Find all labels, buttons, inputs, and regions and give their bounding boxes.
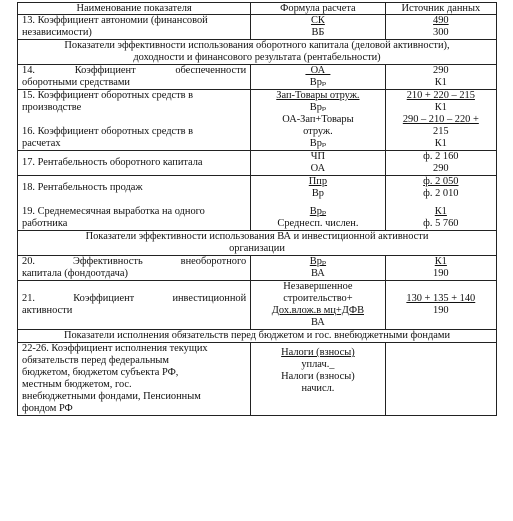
formula-denominator: ВА xyxy=(311,268,325,279)
formula-cell xyxy=(251,176,385,231)
name-line: 15. Коэффициент оборотных средств в xyxy=(22,90,194,101)
indicator-name xyxy=(18,343,251,416)
section-row xyxy=(18,40,497,65)
source-numerator: 130 + 135 + 140 xyxy=(406,293,476,304)
formula-denominator: Врₚ xyxy=(309,102,327,113)
name-line xyxy=(22,256,246,268)
name-word: инвестиционной xyxy=(172,293,247,304)
section-line: организации xyxy=(229,243,285,254)
formula-cell xyxy=(251,15,385,40)
source-denominator: ф. 5 760 xyxy=(423,218,459,229)
name-line: капитала (фондоотдача) xyxy=(22,268,128,279)
name-line: фондом РФ xyxy=(22,403,73,414)
table-row xyxy=(18,281,497,330)
name-line: 19. Среднемесячная выработка на одного xyxy=(22,206,205,217)
formula-line: Налоги (взносы) xyxy=(281,347,355,358)
name-line: 18. Рентабельность продаж xyxy=(22,182,143,193)
table-header-row xyxy=(18,3,497,15)
source-denominator: ф. 2 010 xyxy=(423,188,459,199)
table-row xyxy=(18,343,497,416)
name-line: расчетах xyxy=(22,138,61,149)
source-numerator: 290 xyxy=(433,65,449,76)
indicator-name xyxy=(18,15,251,40)
table-row xyxy=(18,15,497,40)
formula-line: ОА-Зап+Товары xyxy=(282,114,354,125)
source-cell xyxy=(385,90,496,151)
name-word: 20. xyxy=(22,256,35,267)
header-source: Источник данных xyxy=(385,3,496,15)
formula-denominator: ВБ xyxy=(311,27,325,38)
formula-numerator: Врₚ xyxy=(309,256,327,267)
section-title xyxy=(18,231,497,256)
formula-denominator: ОА xyxy=(310,163,326,174)
name-line: местным бюджетом, гос. xyxy=(22,379,132,390)
source-cell xyxy=(385,256,496,281)
name-line: 17. Рентабельность оборотного капитала xyxy=(22,157,203,168)
formula-numerator: ЧП xyxy=(310,151,326,162)
indicator-name xyxy=(18,281,251,330)
table-row xyxy=(18,65,497,90)
formula-line: начисл. xyxy=(301,383,335,394)
name-line: 16. Коэффициент оборотных средств в xyxy=(22,126,194,137)
source-denominator: К1 xyxy=(434,102,447,113)
name-line: 22-26. Коэффициент исполнения текущих xyxy=(22,343,208,354)
table-row xyxy=(18,256,497,281)
name-word: 14. xyxy=(22,65,35,76)
name-line: активности xyxy=(22,305,73,316)
formula-cell xyxy=(251,90,385,151)
name-word: Коэффициент xyxy=(74,65,136,76)
name-line: оборотными средствами xyxy=(22,77,130,88)
section-title xyxy=(18,40,497,65)
section-title xyxy=(18,330,497,343)
formula-denominator: Среднесп. числен. xyxy=(277,218,359,229)
section-line: доходности и финансового результата (рентабельности) xyxy=(133,52,381,63)
name-line: бюджетом, бюджетом субъекта РФ, xyxy=(22,367,179,378)
formula-line: Дох.влож.в мц+ДФВ xyxy=(271,305,365,316)
source-cell xyxy=(385,65,496,90)
source-cell xyxy=(385,151,496,176)
name-word: Коэффициент xyxy=(73,293,135,304)
name-line: производстве xyxy=(22,102,82,113)
formula-denominator: ВА xyxy=(311,317,325,328)
formula-line: отруж. xyxy=(303,126,333,137)
section-row xyxy=(18,231,497,256)
name-line xyxy=(22,65,246,77)
source-denominator: 190 xyxy=(433,305,449,316)
source-denominator: К1 xyxy=(434,77,447,88)
source-denominator: 300 xyxy=(433,27,449,38)
section-line: Показатели исполнения обязательств перед бюджетом и гос. внебюджетными фондами xyxy=(63,330,451,341)
formula-cell xyxy=(251,256,385,281)
name-word: внеоборотного xyxy=(180,256,247,267)
formula-cell xyxy=(251,281,385,330)
name-word: Эффективность xyxy=(72,256,143,267)
name-word: обеспеченности xyxy=(175,65,247,76)
formula-denominator: Врₚ xyxy=(309,138,327,149)
formula-line: уплач._ xyxy=(301,359,335,370)
source-denominator: К1 xyxy=(434,138,447,149)
formula-denominator: Врₚ xyxy=(309,77,327,88)
source-numerator: 210 + 220 – 215 xyxy=(406,90,475,101)
name-line: 13. Коэффициент автономии (финансовой xyxy=(22,15,208,26)
indicator-name xyxy=(18,256,251,281)
formula-numerator: Зап-Товары отруж. xyxy=(276,90,360,101)
section-line: Показатели эффективности использования оборотного капитала (деловой активности), xyxy=(64,40,450,51)
formula-line: Налоги (взносы) xyxy=(281,371,355,382)
source-cell xyxy=(385,343,496,416)
name-line: независимости) xyxy=(22,27,92,38)
formula-cell xyxy=(251,343,385,416)
source-cell xyxy=(385,281,496,330)
name-line: внебюджетными фондами, Пенсионным xyxy=(22,391,201,402)
formula-line: Незавершенное xyxy=(283,281,353,292)
header-name: Наименование показателя xyxy=(18,3,251,15)
indicator-name xyxy=(18,65,251,90)
source-line: 215 xyxy=(433,126,449,137)
formula-line: строительство+ xyxy=(283,293,353,304)
table-row xyxy=(18,176,497,231)
indicator-name xyxy=(18,151,251,176)
header-formula: Формула расчета xyxy=(251,3,385,15)
indicators-table xyxy=(17,2,497,416)
indicator-name xyxy=(18,90,251,151)
formula-numerator: _ОА_ xyxy=(305,65,331,76)
name-line xyxy=(22,293,246,305)
source-numerator: 490 xyxy=(433,15,449,26)
formula-cell xyxy=(251,151,385,176)
section-line: Показатели эффективности использования ВА и инвестиционной активности xyxy=(85,231,429,242)
indicator-name xyxy=(18,176,251,231)
formula-numerator: Врₚ xyxy=(309,206,327,217)
name-word: 21. xyxy=(22,293,35,304)
source-numerator: ф. 2 050 xyxy=(423,176,459,187)
name-line: работника xyxy=(22,218,68,229)
source-numerator: К1 xyxy=(434,206,447,217)
source-line: 290 – 210 – 220 + xyxy=(402,114,479,125)
table-row xyxy=(18,151,497,176)
formula-denominator: Вр xyxy=(311,188,324,199)
formula-numerator: СК xyxy=(310,15,325,26)
formula-cell xyxy=(251,65,385,90)
source-denominator: 190 xyxy=(433,268,449,279)
source-cell xyxy=(385,15,496,40)
formula-numerator: Ппр xyxy=(308,176,328,187)
source-denominator: 290 xyxy=(433,163,449,174)
section-row xyxy=(18,330,497,343)
table-row xyxy=(18,90,497,151)
source-numerator: ф. 2 160 xyxy=(423,151,459,162)
name-line: обязательств перед федеральным xyxy=(22,355,169,366)
source-cell xyxy=(385,176,496,231)
source-numerator: К1 xyxy=(434,256,447,267)
